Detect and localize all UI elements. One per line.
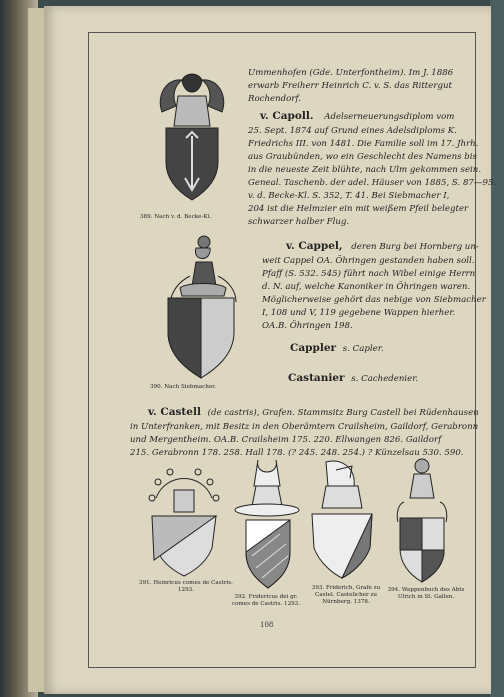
cappel-line-3: d. N. auf, welche Kanoniker in Öhringen waren. xyxy=(262,282,471,292)
cappler-heading: Cappler xyxy=(290,342,337,354)
background-right xyxy=(490,0,504,697)
coat-of-arms-394 xyxy=(394,458,450,586)
continuation-line-1: Ummenhofen (Gde. Unterfontheim). Im J. 1886 xyxy=(248,68,454,78)
page-number: 108 xyxy=(260,621,274,629)
capoll-line-4: in die neueste Zeit blühte, nach Ulm gekommen sein. xyxy=(248,165,482,175)
cappel-line-5: I, 108 und V, 119 gegebene Wappen hierher. xyxy=(262,308,456,318)
capoll-line-3: aus Graubünden, wo ein Geschlecht des Namens bis xyxy=(248,152,477,162)
caption-393 xyxy=(306,585,386,606)
caption-393-line-3: Nürnberg. 1378. xyxy=(322,599,370,605)
capoll-line-7: 204 ist die Helmzier ein mit weißem Pfeil belegter xyxy=(248,204,469,214)
capoll-line-5: Geneal. Taschenb. der adel. Häuser von 1885, S. 87—95. xyxy=(248,178,497,188)
castanier-heading: Castanier xyxy=(288,372,345,384)
cappel-entry-first-line xyxy=(286,240,479,254)
cappler-entry xyxy=(290,342,384,356)
castanier-reference: s. Cachedenier. xyxy=(351,374,419,384)
castell-line-2: und Mergentheim. OA.B. Crailsheim 175. 220. Ellwangen 826. Gaildorf xyxy=(130,435,442,445)
castell-first-text: (de castris), Grafen. Stammsitz Burg Castell bei Rüdenhausen xyxy=(207,408,479,418)
cappel-line-4: Möglicherweise gehört das nebige von Siebmacher xyxy=(262,295,486,305)
caption-393-line-1: 393. Friderich, Grafe zu xyxy=(311,585,381,591)
coat-of-arms-393 xyxy=(306,458,378,584)
coat-of-arms-389 xyxy=(152,66,232,212)
capoll-line-2: Friedrichs III. von 1481. Die Familie soll im 17. Jhrh. xyxy=(248,139,479,149)
caption-394-line-1: 394. Wappenbuch des Abts xyxy=(387,587,465,593)
capoll-heading: v. Capoll. xyxy=(260,110,314,122)
caption-394-line-2: Ulrich in St. Gallen. xyxy=(397,594,455,600)
continuation-line-3: Rochendorf. xyxy=(248,94,302,104)
cappel-line-2: Pfaff (S. 532. 545) führt nach Wibel einige Herrn xyxy=(262,269,476,279)
continuation-line-2: erwarb Freiherr Heinrich C. v. S. das Rittergut xyxy=(248,81,452,91)
coat-of-arms-390 xyxy=(160,232,240,382)
cappel-line-6: OA.B. Öhringen 198. xyxy=(262,321,353,331)
castell-entry-first-line xyxy=(148,406,479,420)
coat-of-arms-392 xyxy=(232,456,300,592)
caption-392 xyxy=(220,594,312,608)
capoll-entry-first-line xyxy=(260,110,454,124)
capoll-line-8: schwarzer halber Flug. xyxy=(248,217,350,227)
caption-392-line-2: comes de Castris. 1293. xyxy=(231,601,301,607)
caption-394 xyxy=(386,587,466,601)
castell-line-3: 215. Gerabronn 178. 258. Hall 178. (? 245. 248. 254.) ? Künzelsau 530. 590. xyxy=(130,448,464,458)
castell-heading: v. Castell xyxy=(148,406,201,418)
caption-390: 390. Nach Siebmacher. xyxy=(150,384,217,390)
caption-392-line-1: 392. Fridericus dei gr. xyxy=(234,594,298,600)
cappel-first-text: deren Burg bei Hornberg un- xyxy=(351,242,479,252)
caption-391-line-1: 391. Heinricus comes de Castris. xyxy=(139,580,233,586)
capoll-line-6: v. d. Becke-Kl. S. 352, T. 41. Bei Siebmacher I, xyxy=(248,191,450,201)
caption-391 xyxy=(136,580,236,594)
capoll-line-1: 25. Sept. 1874 auf Grund eines Adelsdiploms K. xyxy=(248,126,457,136)
castanier-entry xyxy=(288,372,418,386)
cappel-heading: v. Cappel, xyxy=(286,240,343,252)
caption-393-line-2: Castel. Castelicher zu xyxy=(314,592,378,598)
cappler-reference: s. Capler. xyxy=(342,344,384,354)
caption-391-line-2: 1293. xyxy=(177,587,194,593)
castell-line-1: in Unterfranken, mit Besitz in den Oberämtern Crailsheim, Gaildorf, Gerabronn xyxy=(130,422,479,432)
caption-389: 389. Nach v. d. Becke-Kl. xyxy=(140,214,212,220)
capoll-first-text: Adelserneuerungsdiplom vom xyxy=(324,112,455,122)
cappel-line-1: weit Cappel OA. Öhringen gestanden haben soll. xyxy=(262,256,475,266)
coat-of-arms-391 xyxy=(146,468,222,578)
